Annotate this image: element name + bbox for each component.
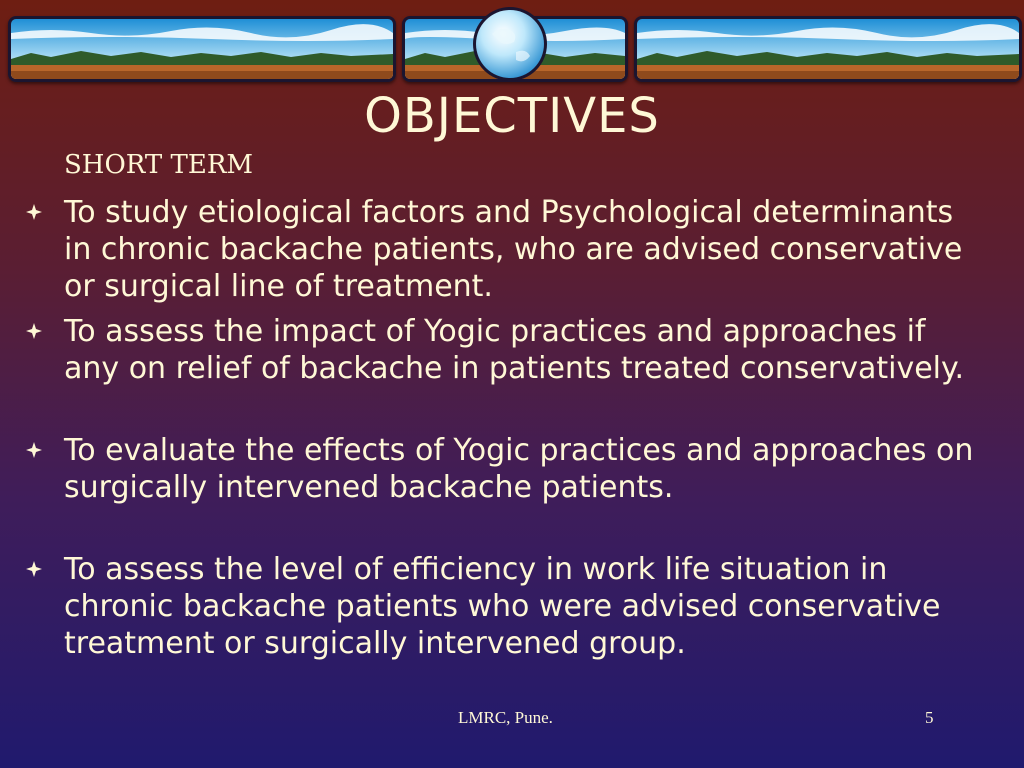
diamond-bullet-icon	[26, 323, 42, 339]
short-term-subheading: SHORT TERM	[64, 150, 254, 180]
diamond-bullet-icon	[26, 561, 42, 577]
slide-title: OBJECTIVES	[364, 88, 660, 144]
diamond-bullet-icon	[26, 204, 42, 220]
objective-text: To study etiological factors and Psychological determinants in chronic backache patients, who are advised conservative or surgical line of treatment.	[64, 195, 963, 304]
objective-item	[26, 551, 986, 662]
landscape-banner-left-icon	[8, 16, 396, 82]
page-number: 5	[925, 708, 934, 727]
diamond-bullet-icon	[26, 442, 42, 458]
objective-item	[26, 432, 986, 506]
footer-source: LMRC, Pune.	[458, 708, 553, 727]
landscape-banner-right-icon	[634, 16, 1022, 82]
globe-icon	[470, 4, 550, 84]
objective-text: To assess the impact of Yogic practices and approaches if any on relief of backache in patients treated conservatively.	[64, 314, 965, 386]
objective-item	[26, 313, 986, 387]
objective-item	[26, 194, 986, 305]
objective-text: To assess the level of efficiency in work life situation in chronic backache patients who were advised conservative treatment or surgically intervened group.	[64, 552, 941, 661]
objective-text: To evaluate the effects of Yogic practices and approaches on surgically intervened backache patients.	[64, 433, 974, 505]
